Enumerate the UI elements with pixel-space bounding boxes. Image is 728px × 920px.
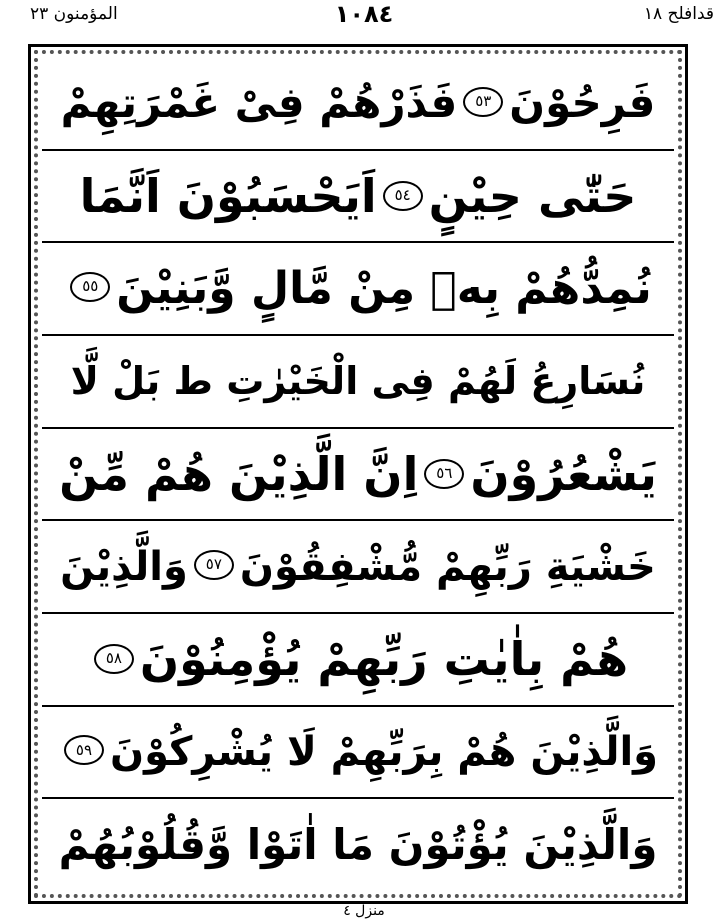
juz-label: قدافلح ١٨ <box>643 4 714 24</box>
page-number: ١٠٨٤ <box>334 0 394 28</box>
text-line <box>42 614 674 707</box>
ayah-marker: ٥٣ <box>463 87 503 117</box>
ayah-marker: ٥٩ <box>64 735 104 765</box>
line-segment: اَيَحْسَبُوْنَ اَنَّمَا <box>79 169 377 223</box>
line-segment: نُسَارِعُ لَهُمْ فِى الْخَيْرٰتِ ط بَلْ لَّا <box>70 359 646 404</box>
line-segment: فَرِحُوْنَ <box>509 78 656 128</box>
line-segment: يَشْعُرُوْنَ <box>470 447 657 502</box>
line-segment: خَشْيَةِ رَبِّهِمْ مُّشْفِقُوْنَ <box>239 543 656 590</box>
text-line <box>42 151 674 244</box>
page-frame <box>28 44 688 904</box>
surah-label: المؤمنون ٢٣ <box>30 4 118 24</box>
text-line <box>42 243 674 336</box>
ayah-marker: ٥٧ <box>194 550 234 580</box>
line-segment: وَالَّذِيْنَ يُؤْتُوْنَ مَا اٰتَوْا وَّقُلُوْبُهُمْ <box>58 819 658 869</box>
ayah-marker: ٥٤ <box>383 181 423 211</box>
line-segment: اِنَّ الَّذِيْنَ هُمْ مِّنْ <box>59 447 419 502</box>
manzil-label: منزل ٤ <box>343 903 385 919</box>
ayah-marker: ٥٨ <box>94 644 134 674</box>
text-line <box>42 799 674 890</box>
line-segment: وَالَّذِيْنَ <box>60 543 188 590</box>
text-lines <box>42 58 674 890</box>
line-segment: وَالَّذِيْنَ هُمْ بِرَبِّهِمْ لَا يُشْرِكُوْنَ <box>109 729 659 776</box>
text-line <box>42 707 674 800</box>
ayah-marker: ٥٦ <box>424 459 464 489</box>
line-segment: نُمِدُّهُمْ بِهٖ مِنْ مَّالٍ وَّبَنِيْنَ <box>116 262 652 314</box>
line-segment: حَتّٰى حِيْنٍ <box>428 169 637 223</box>
ayah-marker: ٥٥ <box>70 272 110 302</box>
line-segment: فَذَرْهُمْ فِىْ غَمْرَتِهِمْ <box>60 78 458 128</box>
text-line <box>42 336 674 429</box>
line-segment: هُمْ بِاٰيٰتِ رَبِّهِمْ يُؤْمِنُوْنَ <box>139 632 629 687</box>
text-line <box>42 429 674 522</box>
text-line <box>42 58 674 151</box>
text-line <box>42 521 674 614</box>
